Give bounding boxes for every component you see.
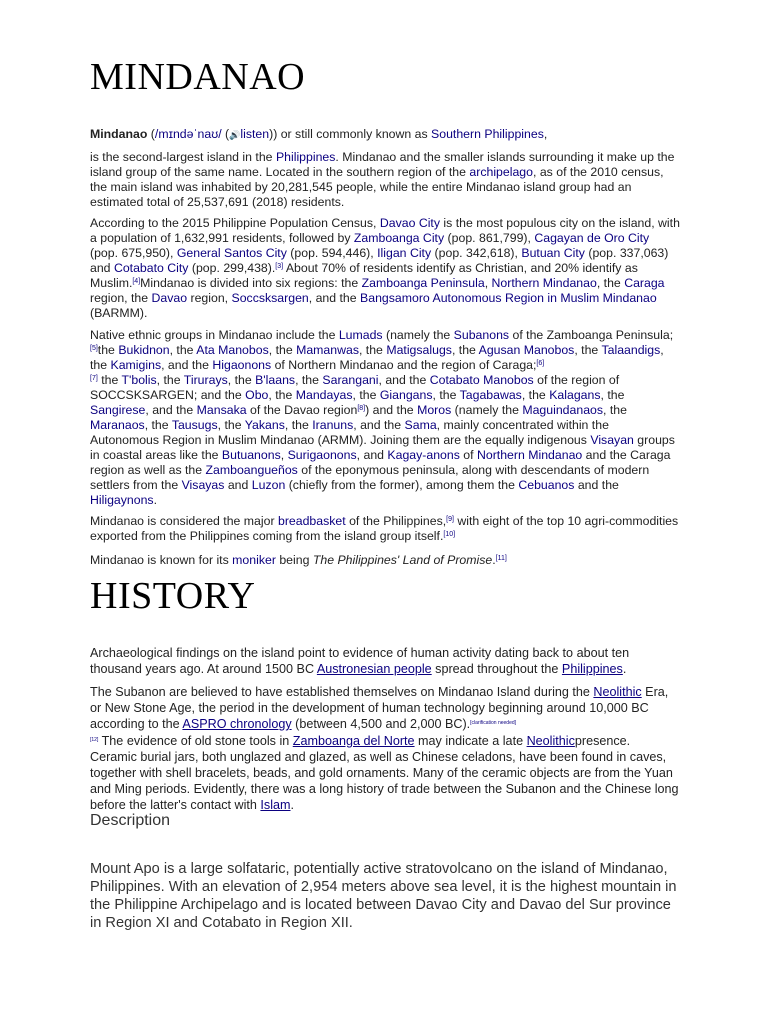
link-philippines-history[interactable]: Philippines (561, 662, 623, 677)
link-cotabato-manobos[interactable]: Cotabato Manobos (429, 373, 534, 387)
text: Mindanao is known for its (90, 553, 233, 567)
text: About 70% of residents identify as Christian, and 20% identify as Muslim. (90, 261, 638, 290)
intro-line (90, 127, 680, 143)
link-talaandigs[interactable]: Talaandigs (601, 343, 661, 357)
text: the (97, 343, 119, 357)
link-iranuns[interactable]: Iranuns (312, 418, 354, 432)
listen-link[interactable]: listen (240, 127, 270, 141)
text: of (459, 448, 477, 462)
link-blaans[interactable]: B'laans (255, 373, 296, 387)
text: region, (187, 291, 232, 305)
speaker-icon[interactable]: 🔊 (229, 130, 241, 140)
paragraph-overview (90, 150, 680, 210)
link-sarangani[interactable]: Sarangani (322, 373, 379, 387)
text: . (153, 493, 157, 507)
link-higaonons[interactable]: Higaonons (212, 358, 272, 372)
text: Native ethnic groups in Mindanao include the (90, 328, 339, 342)
text: , the (603, 403, 627, 417)
link-barmm[interactable]: Bangsamoro Autonomous Region in Muslim Mindanao (360, 291, 657, 305)
text: , the (156, 373, 184, 387)
link-mandayas[interactable]: Mandayas (295, 388, 353, 402)
text: , the (284, 418, 313, 432)
link-general-santos-city[interactable]: General Santos City (176, 246, 287, 260)
link-hiligaynons[interactable]: Hiligaynons (90, 493, 154, 507)
link-butuanons[interactable]: Butuanons (221, 448, 281, 462)
link-austronesian-people[interactable]: Austronesian people (316, 662, 432, 677)
text: , the (352, 388, 380, 402)
citation[interactable]: [6] (536, 360, 545, 367)
text: is the most populous city on the island, with a population of 1,632,991 residents, followed by (90, 216, 680, 245)
link-philippines[interactable]: Philippines (275, 150, 336, 164)
text: ) and the (365, 403, 418, 417)
text: The evidence of old stone tools in (98, 733, 293, 748)
intro-text: )) or still commonly known as (269, 127, 432, 141)
text: (pop. 861,799), (444, 231, 535, 245)
text: , the (600, 388, 625, 402)
intro-term: Mindanao (90, 127, 148, 141)
text: Mindanao is considered the major (90, 514, 278, 528)
citation[interactable]: [5] (90, 345, 98, 352)
text: is the second-largest island in the (90, 150, 276, 164)
text: (pop. 342,618), (431, 246, 522, 260)
text: Era, or New Stone Age, the period in the development of human technology beginning around 10,000 BC according to the (90, 685, 669, 732)
link-tbolis[interactable]: T'bolis (121, 373, 157, 387)
intro-text: ( (221, 127, 230, 141)
link-cebuanos[interactable]: Cebuanos (518, 478, 575, 492)
paragraph-breadbasket (90, 514, 680, 544)
text: of the region of SOCCSKSARGEN; and the (90, 373, 620, 402)
link-zamboanga-del-norte[interactable]: Zamboanga del Norte (292, 733, 415, 748)
text: of the Davao region (246, 403, 358, 417)
intro-text: ( (147, 127, 155, 141)
text: Mindanao is divided into six regions: the (140, 276, 362, 290)
link-tausugs[interactable]: Tausugs (171, 418, 218, 432)
link-surigaonons[interactable]: Surigaonons (287, 448, 357, 462)
text: . (290, 798, 295, 813)
text: , the (169, 343, 197, 357)
link-iligan-city[interactable]: Iligan City (377, 246, 432, 260)
link-moniker[interactable]: moniker (232, 553, 276, 567)
text: with eight of the top 10 agri-commodities exported from the Philippines coming from the island group itself. (90, 514, 679, 543)
text: (pop. 337,063) and (90, 246, 669, 275)
text: being (275, 553, 313, 567)
link-mansaka[interactable]: Mansaka (196, 403, 247, 417)
description-text: Mount Apo is a large solfataric, potentially active stratovolcano on the island of Mindanao, Philippines. With an elevation of 2,954 meters above sea level, it is the highest mountain in the Philippine Archipelago and is located between Davao City and Davao del Sur province in Region XI and Cotabato in Region XII. (90, 861, 677, 931)
text: , (280, 448, 288, 462)
text: the (97, 373, 122, 387)
link-cotabato-city[interactable]: Cotabato City (113, 261, 189, 275)
text: may indicate a late (414, 733, 527, 748)
text: groups in coastal areas like the (90, 433, 675, 462)
citation[interactable]: [3] (275, 263, 284, 270)
link-zamboanguenos[interactable]: Zamboangueños (205, 463, 298, 477)
text: The Subanon are believed to have established themselves on Mindanao Island during the (90, 685, 594, 699)
text: , the (432, 388, 460, 402)
text: , and the (145, 403, 197, 417)
citation[interactable]: [7] (90, 375, 98, 382)
link-maguindanaos[interactable]: Maguindanaos (522, 403, 604, 417)
text: (pop. 675,950), (90, 246, 177, 260)
text: (pop. 299,438). (188, 261, 276, 275)
text: of the eponymous peninsula, along with descendants of modern settlers from the (90, 463, 650, 492)
text: , the (90, 343, 664, 372)
text: and the Caraga region as well as the (90, 448, 671, 477)
link-yakans[interactable]: Yakans (244, 418, 285, 432)
moniker-text: The Philippines' Land of Promise (312, 553, 493, 567)
text: of the Zamboanga Peninsula; (509, 328, 674, 342)
text: (pop. 594,446), (286, 246, 378, 260)
text: spread throughout the (431, 662, 562, 677)
text: and the (574, 478, 619, 492)
link-butuan-city[interactable]: Butuan City (521, 246, 585, 260)
text: , and (356, 448, 388, 462)
paragraph-ethnic-groups (90, 328, 680, 508)
link-luzon[interactable]: Luzon (251, 478, 286, 492)
page-title: MINDANAO (90, 56, 306, 98)
link-kagay-anons[interactable]: Kagay-anons (387, 448, 460, 462)
text: , the (574, 343, 602, 357)
citation[interactable]: [9] (446, 516, 454, 523)
citation[interactable]: [10] (443, 531, 456, 538)
text: , and the (308, 291, 361, 305)
link-visayan[interactable]: Visayan (590, 433, 634, 447)
text: presence. Ceramic burial jars, both unglazed and glazed, as well as Chinese celadons, have been found in caves, together with shell bracelets, beads, and gold ornaments. Many of the ceramic objects are from the Yuan and Ming periods. Evidently, there was a long history of trade between the Subanon and the Chinese long before the latter's contact with (90, 733, 679, 813)
link-maranaos[interactable]: Maranaos (90, 418, 145, 432)
link-kamigins[interactable]: Kamigins (110, 358, 162, 372)
link-moros[interactable]: Moros (417, 403, 452, 417)
citation[interactable]: [4] (132, 278, 141, 285)
link-lumads[interactable]: Lumads (338, 328, 383, 342)
link-davao-city[interactable]: Davao City (379, 216, 440, 230)
text: . (492, 553, 496, 567)
text: , the (521, 388, 550, 402)
link-visayas[interactable]: Visayas (181, 478, 225, 492)
text: (chiefly from the former), among them the (285, 478, 519, 492)
paragraph-population (90, 216, 680, 321)
link-caraga[interactable]: Caraga (624, 276, 665, 290)
link-northern-mindanao[interactable]: Northern Mindanao (491, 276, 597, 290)
text: According to the 2015 Philippine Population Census, (90, 216, 380, 230)
intro-text: , (543, 127, 548, 141)
text: , the (596, 276, 625, 290)
history-heading: HISTORY (90, 575, 256, 617)
text: , the (358, 343, 387, 357)
link-zamboanga-peninsula[interactable]: Zamboanga Peninsula (361, 276, 485, 290)
text: (between 4,500 and 2,000 BC). (291, 717, 471, 732)
text: , the (268, 388, 296, 402)
text: of the Philippines, (345, 514, 447, 528)
paragraph-moniker (90, 553, 680, 568)
link-agusan-manobos[interactable]: Agusan Manobos (478, 343, 575, 357)
link-ata-manobos[interactable]: Ata Manobos (196, 343, 269, 357)
history-paragraph-1 (90, 645, 680, 677)
text: , the (227, 373, 256, 387)
text: of Northern Mindanao and the region of Caraga; (271, 358, 537, 372)
text: Archaeological findings on the island point to evidence of human activity dating back to about ten thousand years ago. At around 1500 BC (90, 646, 630, 677)
text: (namely the (451, 403, 523, 417)
link-subanons[interactable]: Subanons (453, 328, 510, 342)
text: , the (144, 418, 172, 432)
link-kalagans[interactable]: Kalagans (549, 388, 601, 402)
link-giangans[interactable]: Giangans (379, 388, 433, 402)
citation[interactable]: [11] (495, 555, 507, 562)
link-archipelago[interactable]: archipelago (469, 165, 533, 179)
link-neolithic[interactable]: Neolithic (593, 685, 642, 699)
description-heading: Description (90, 812, 171, 829)
link-tagabawas[interactable]: Tagabawas (459, 388, 522, 402)
text: , as of the 2010 census, the main island was inhabited by 20,281,545 people, while the entire Mindanao island group had an estimated total of 25,537,691 (2018) residents. (90, 165, 664, 209)
link-sangirese[interactable]: Sangirese (90, 403, 146, 417)
link-davao[interactable]: Davao (151, 291, 188, 305)
link-tirurays[interactable]: Tirurays (183, 373, 228, 387)
text: , the (295, 373, 323, 387)
text: , (484, 276, 492, 290)
text: , the (451, 343, 479, 357)
text: , mainly concentrated within the Autonomous Region in Muslim Mindanao (ARMM). Joining them are the equally indigenous (90, 418, 609, 447)
link-bukidnon[interactable]: Bukidnon (118, 343, 170, 357)
southern-philippines-link[interactable]: Southern Philippines (431, 127, 544, 141)
link-northern-mindanao-2[interactable]: Northern Mindanao (476, 448, 583, 462)
text: , and the (353, 418, 405, 432)
ipa-link[interactable]: /mɪndəˈnaʊ/ (154, 127, 222, 141)
link-aspro-chronology[interactable]: ASPRO chronology (182, 717, 292, 732)
text: . (622, 662, 627, 677)
link-islam[interactable]: Islam (260, 798, 291, 813)
text: , the (268, 343, 297, 357)
text: (namely the (382, 328, 454, 342)
link-mamanwas[interactable]: Mamanwas (296, 343, 359, 357)
text: , the (217, 418, 245, 432)
text: region, the (90, 291, 152, 305)
text: , and the (378, 373, 430, 387)
link-zamboanga-city[interactable]: Zamboanga City (353, 231, 445, 245)
link-neolithic-2[interactable]: Neolithic (526, 733, 575, 748)
text: (BARMM). (90, 306, 148, 320)
link-soccsksargen[interactable]: Soccsksargen (231, 291, 309, 305)
link-cagayan-de-oro-city[interactable]: Cagayan de Oro City (534, 231, 650, 245)
link-obo[interactable]: Obo (245, 388, 269, 402)
text: . Mindanao and the smaller islands surrounding it make up the island group of the same name. Located in the southern region of the (90, 150, 675, 179)
text: and (224, 478, 252, 492)
link-matigsalugs[interactable]: Matigsalugs (386, 343, 452, 357)
citation[interactable]: [8] (357, 405, 366, 412)
citation[interactable]: [12] (90, 736, 99, 743)
link-breadbasket[interactable]: breadbasket (277, 514, 346, 528)
history-paragraph-2 (90, 684, 680, 814)
text: , and the (161, 358, 213, 372)
link-sama[interactable]: Sama (404, 418, 437, 432)
clarification-needed-link[interactable]: [clarification needed] (470, 720, 517, 727)
